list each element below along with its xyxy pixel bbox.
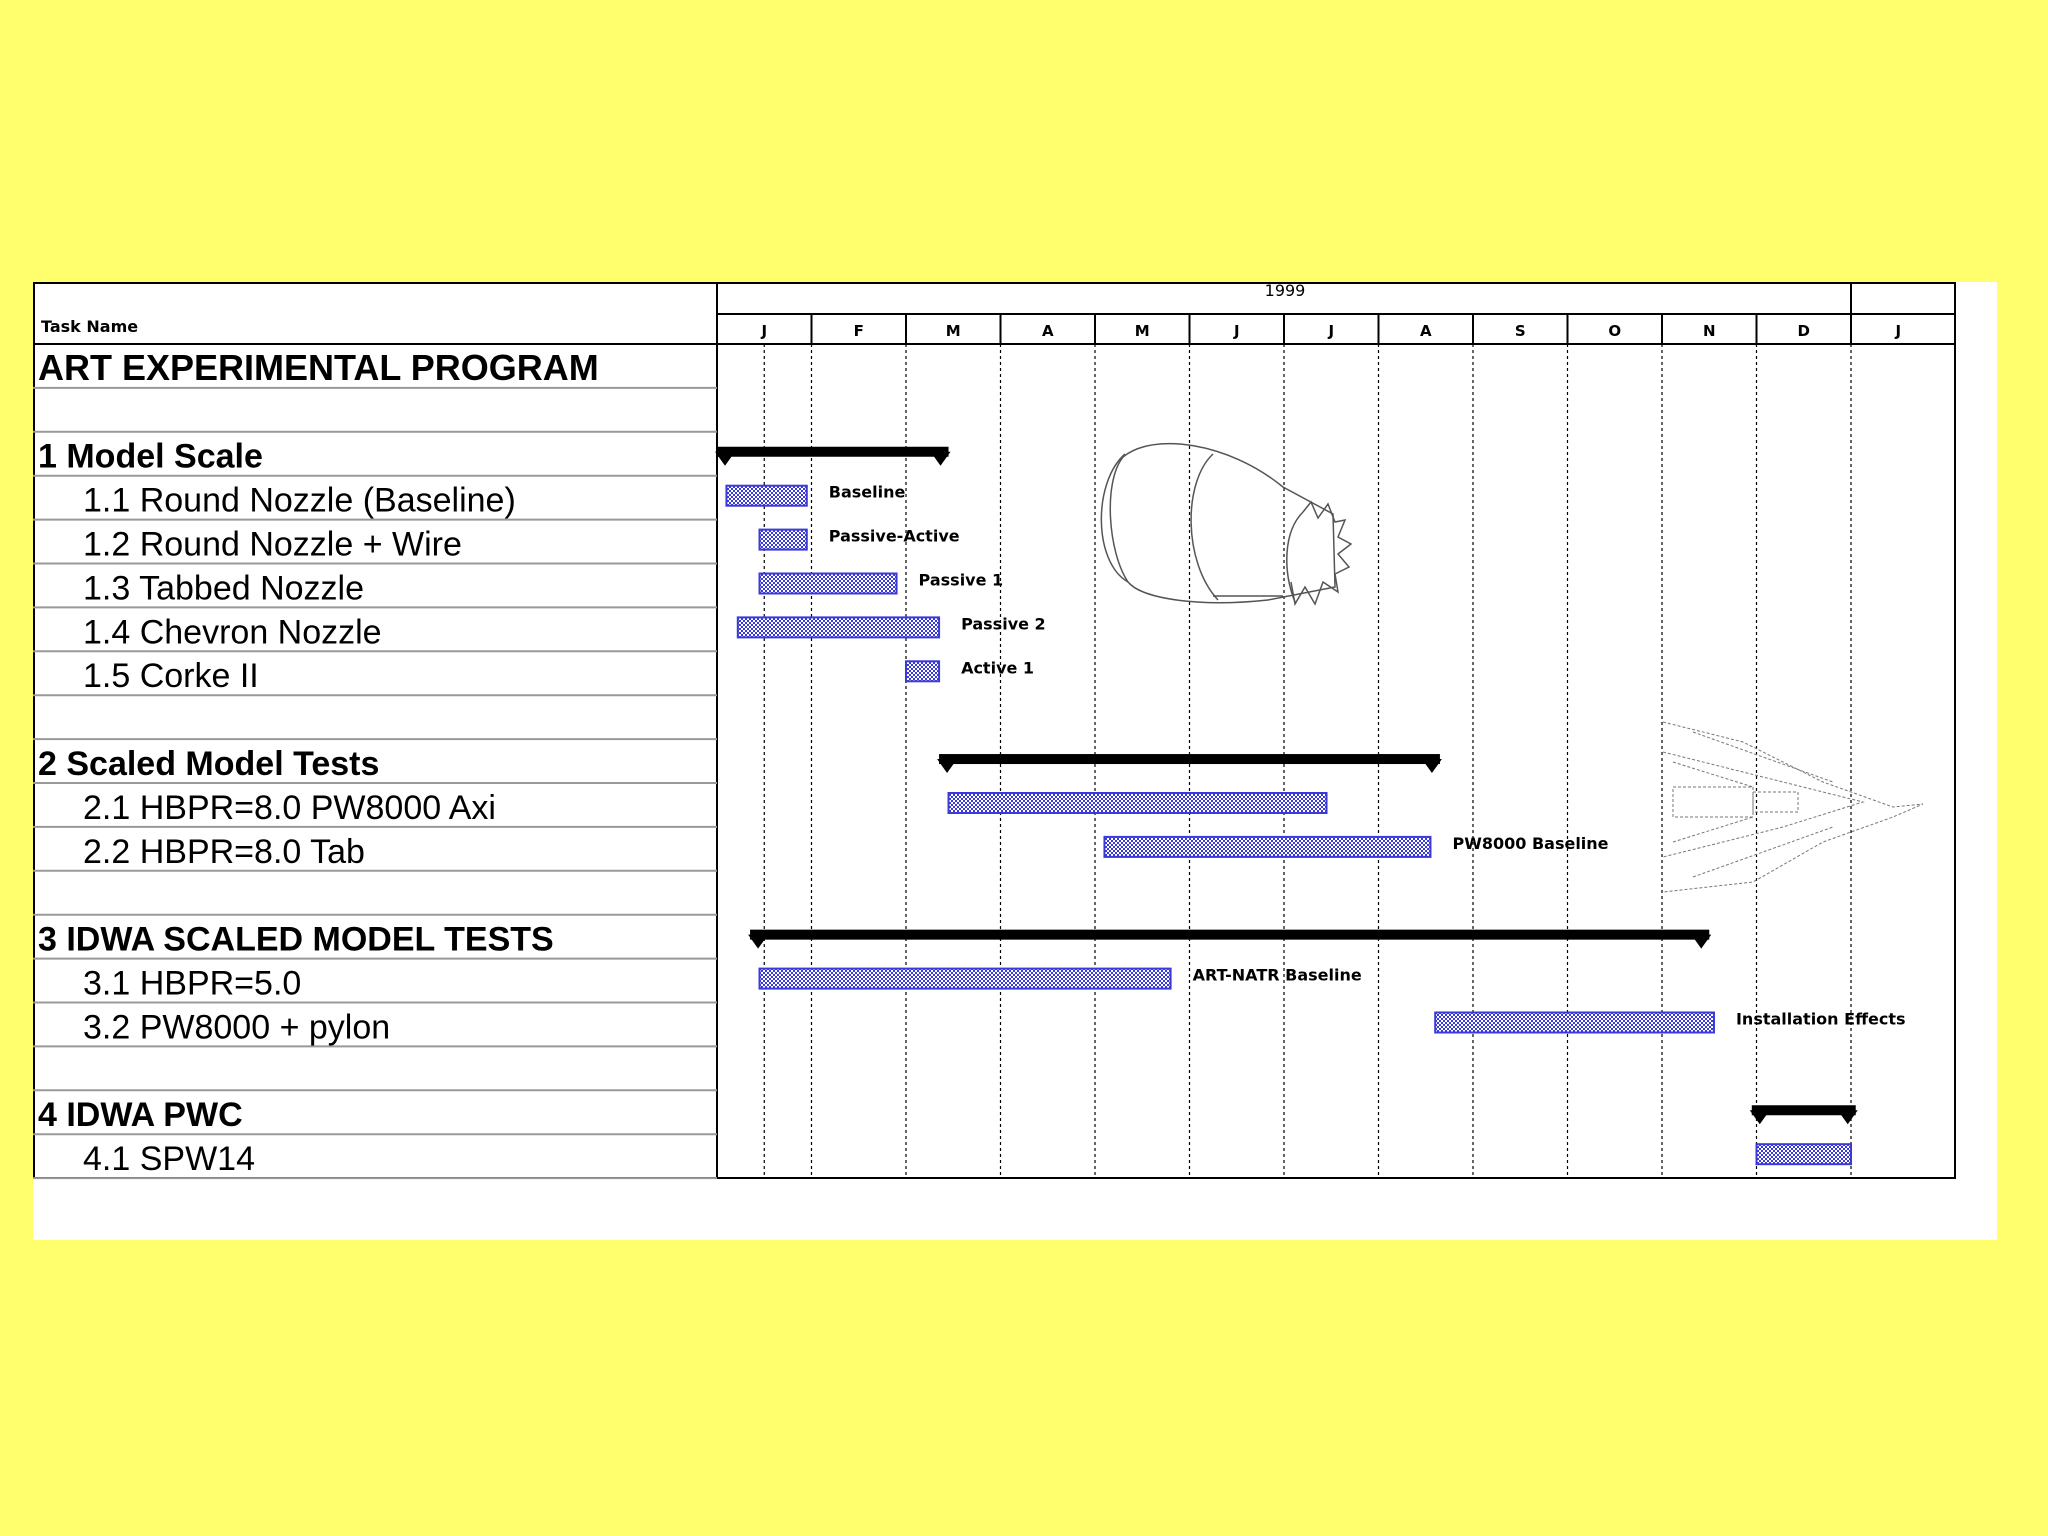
month-label: F xyxy=(853,322,864,340)
summary-end-marker xyxy=(1838,1110,1858,1124)
summary-end-marker xyxy=(1691,935,1711,949)
task-name: 4.1 SPW14 xyxy=(83,1140,255,1179)
aircraft-sketch xyxy=(1663,722,1923,892)
summary-start-marker xyxy=(748,935,768,949)
summary-start-marker xyxy=(937,759,957,773)
month-label: J xyxy=(1895,322,1902,340)
summary-bar xyxy=(939,754,1440,764)
task-bar xyxy=(949,793,1327,813)
task-bar xyxy=(1757,1144,1852,1164)
task-name: 3.1 HBPR=5.0 xyxy=(83,964,302,1003)
month-label: A xyxy=(1419,322,1432,340)
month-label: O xyxy=(1608,322,1622,340)
month-label: N xyxy=(1702,322,1716,340)
task-bar-label: Passive 1 xyxy=(918,570,1004,590)
month-labels xyxy=(760,322,1901,340)
task-name: 1.3 Tabbed Nozzle xyxy=(83,569,365,608)
task-name: 2.2 HBPR=8.0 Tab xyxy=(83,832,365,871)
summary-end-marker xyxy=(1422,759,1442,773)
task-bar xyxy=(1435,1013,1714,1033)
gantt-chart xyxy=(33,282,1997,1240)
summary-bar xyxy=(717,447,949,457)
task-name-header: Task Name xyxy=(41,317,139,336)
nozzle-sketch xyxy=(1101,444,1351,604)
task-name: 1.2 Round Nozzle + Wire xyxy=(83,525,462,564)
task-bar xyxy=(760,530,807,550)
summary-start-marker xyxy=(1750,1110,1770,1124)
task-list xyxy=(33,347,1906,1178)
task-bar xyxy=(760,574,897,594)
gantt-panel xyxy=(33,282,1997,1240)
month-label: J xyxy=(761,322,768,340)
task-bar-label: Active 1 xyxy=(961,658,1035,678)
task-name: 1.4 Chevron Nozzle xyxy=(83,613,382,652)
task-bar-label: Baseline xyxy=(828,482,906,502)
task-bar xyxy=(760,969,1171,989)
month-label: D xyxy=(1797,322,1810,340)
task-bar xyxy=(1104,837,1430,857)
month-label: A xyxy=(1041,322,1054,340)
task-name: 1.1 Round Nozzle (Baseline) xyxy=(83,481,516,520)
summary-end-marker xyxy=(931,452,951,466)
task-name: ART EXPERIMENTAL PROGRAM xyxy=(38,346,599,388)
task-bar xyxy=(738,617,939,637)
task-name: 2 Scaled Model Tests xyxy=(38,745,380,783)
task-bar-label: PW8000 Baseline xyxy=(1452,833,1609,853)
task-bar-label: Passive-Active xyxy=(828,526,960,546)
month-label: S xyxy=(1514,322,1526,340)
task-name: 2.1 HBPR=8.0 PW8000 Axi xyxy=(83,788,496,827)
month-label: J xyxy=(1233,322,1240,340)
task-name: 4 IDWA PWC xyxy=(38,1096,243,1135)
month-label: J xyxy=(1328,322,1335,340)
task-bar-label: ART-NATR Baseline xyxy=(1192,965,1362,985)
task-bar xyxy=(906,661,939,681)
task-bar xyxy=(726,486,806,506)
task-name: 3 IDWA SCALED MODEL TESTS xyxy=(38,920,554,959)
task-name: 1 Model Scale xyxy=(38,437,263,476)
month-label: M xyxy=(1134,322,1150,340)
month-label: M xyxy=(945,322,961,340)
task-bar-label: Passive 2 xyxy=(961,614,1046,634)
summary-bar xyxy=(750,930,1709,940)
task-name: 1.5 Corke II xyxy=(83,657,259,696)
year-header: 1999 xyxy=(1264,282,1306,300)
task-name: 3.2 PW8000 + pylon xyxy=(83,1008,391,1047)
task-bar-label: Installation Effects xyxy=(1735,1009,1906,1029)
